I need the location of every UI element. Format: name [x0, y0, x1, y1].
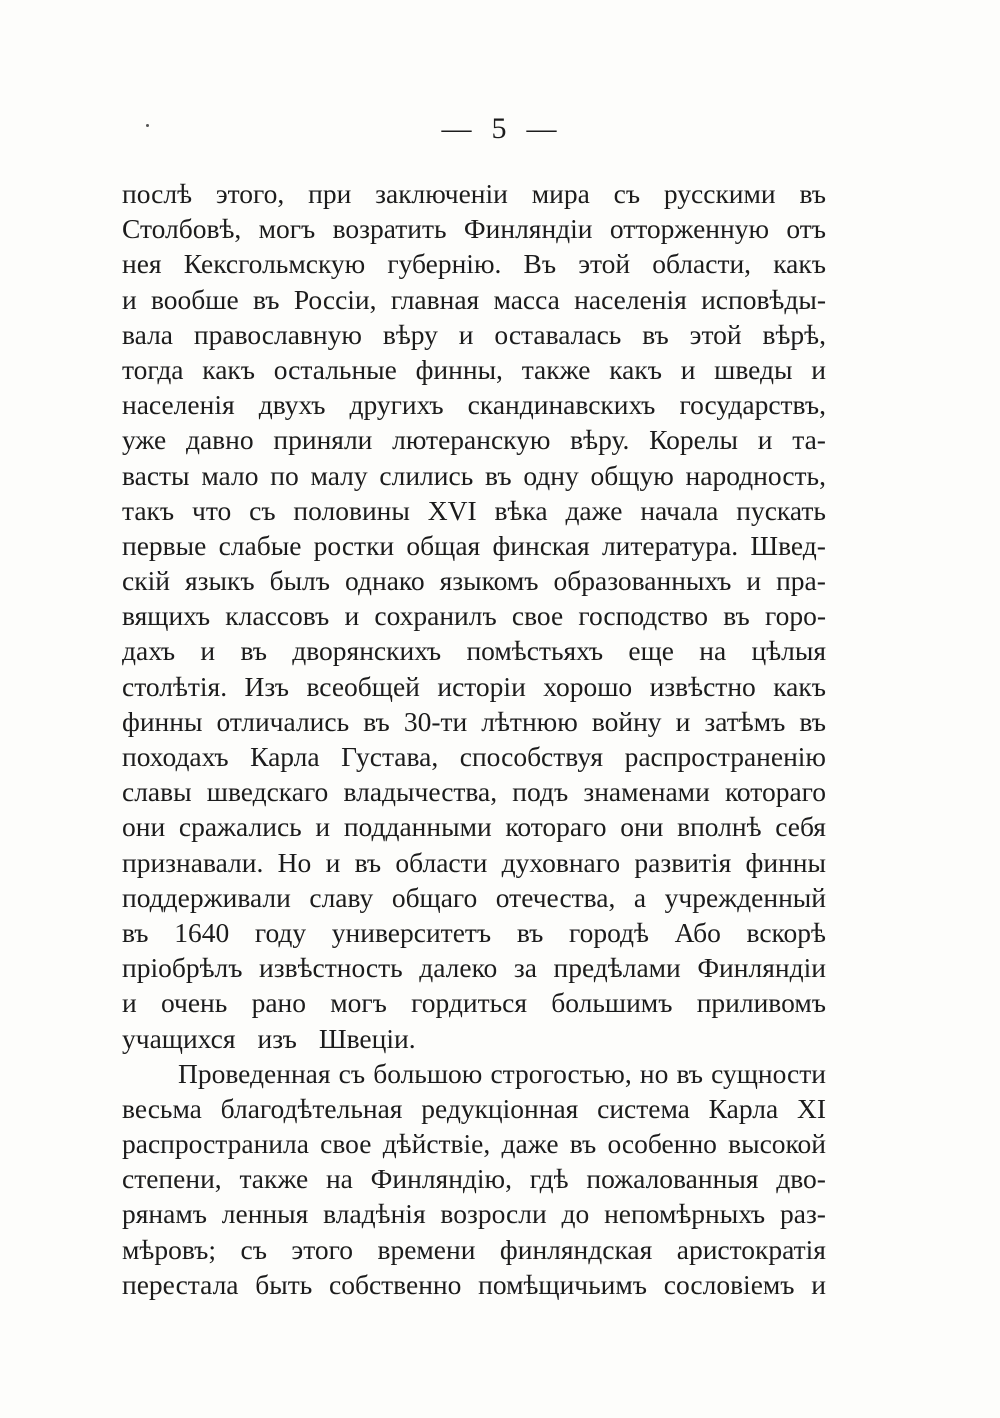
- word: финны: [122, 705, 203, 737]
- word: другихъ: [349, 389, 444, 421]
- word: Швед-: [750, 529, 826, 561]
- text-line: [122, 845, 826, 880]
- word: распространенію: [624, 741, 826, 772]
- word: исповѣды-: [701, 283, 826, 315]
- word: Або: [674, 916, 721, 948]
- word: за: [513, 952, 537, 984]
- word: и: [757, 424, 773, 456]
- word: изъ: [257, 1022, 297, 1054]
- text-line: [122, 1267, 826, 1302]
- word: общаго: [391, 881, 478, 913]
- word: помѣщичьимъ: [478, 1268, 648, 1300]
- word: губернію.: [387, 248, 502, 280]
- word: 30-ти: [403, 705, 468, 737]
- word: году: [254, 916, 307, 948]
- word: свое: [320, 1128, 372, 1160]
- text-line: [122, 1196, 826, 1231]
- word: но: [639, 1057, 669, 1089]
- word: скій: [122, 565, 170, 597]
- word: возросли: [440, 1198, 547, 1230]
- word: войну: [591, 705, 662, 737]
- word: Корелы: [649, 424, 738, 456]
- word: ленныя: [221, 1198, 309, 1230]
- word: Финляндіи: [697, 952, 826, 984]
- word: система: [597, 1092, 690, 1124]
- word: отечества,: [495, 881, 616, 913]
- word: лѣтнюю: [481, 705, 578, 737]
- word: Въ: [523, 248, 557, 280]
- word: подъ: [512, 776, 569, 808]
- word: могъ: [258, 213, 316, 245]
- word: однако: [345, 565, 425, 597]
- word: собственно: [329, 1268, 462, 1300]
- word: скандинавскихъ: [467, 389, 656, 421]
- word: всеобщей: [306, 670, 420, 702]
- word: дахъ: [122, 635, 176, 667]
- word: такъ: [122, 494, 175, 526]
- text-line: [122, 809, 826, 844]
- word: большою: [373, 1057, 483, 1089]
- word: въ: [799, 178, 826, 209]
- word: и: [811, 1268, 826, 1300]
- word: цѣлыя: [751, 635, 826, 667]
- word: и: [811, 353, 826, 385]
- word: уже: [122, 424, 167, 456]
- word: даже: [565, 494, 623, 526]
- word: мира: [531, 178, 590, 209]
- word: вящихъ: [122, 600, 211, 632]
- word: дворянскихъ: [292, 635, 442, 667]
- word: университетъ: [331, 916, 492, 948]
- word: финны: [745, 846, 826, 878]
- word: въ: [252, 283, 280, 315]
- word: рано: [251, 987, 306, 1019]
- header-dash-right: —: [526, 112, 559, 145]
- word: учащихся: [122, 1022, 236, 1054]
- word: сохранилъ: [374, 600, 497, 632]
- word: общая: [406, 529, 481, 561]
- word: свое: [511, 600, 564, 632]
- word: шведскаго: [206, 776, 329, 808]
- word: въ: [799, 705, 826, 737]
- word: развитія: [634, 846, 732, 878]
- page-number: 5: [491, 112, 509, 145]
- word: литература.: [601, 529, 739, 561]
- word: горо-: [764, 600, 826, 632]
- text-line: [122, 1232, 826, 1267]
- text-line: [122, 739, 826, 774]
- word: оставалась: [494, 318, 622, 350]
- text-line: [122, 528, 826, 563]
- word: славы: [122, 776, 192, 808]
- text-line: [122, 598, 826, 633]
- word: какъ: [773, 670, 826, 702]
- word: аристократія: [676, 1233, 826, 1265]
- word: особенно: [607, 1128, 717, 1160]
- word: на: [699, 635, 727, 667]
- word: сословіемъ: [663, 1268, 795, 1300]
- word: въ: [354, 846, 382, 878]
- word: строгостью,: [490, 1057, 632, 1089]
- word: себя: [775, 811, 826, 843]
- word: въ: [723, 600, 750, 632]
- word: учрежденный: [664, 881, 826, 913]
- word: Финляндіи: [463, 213, 593, 245]
- word: редукціонная: [421, 1092, 579, 1124]
- word: сражались: [178, 811, 302, 843]
- word: Проведенная: [178, 1057, 331, 1089]
- word: та-: [792, 424, 826, 456]
- word: общую: [590, 459, 674, 491]
- word: отъ: [786, 213, 826, 245]
- word: возратить: [332, 213, 447, 245]
- word: финская: [492, 529, 590, 561]
- word: и: [675, 705, 691, 737]
- word: какъ: [773, 248, 826, 280]
- word: котораго: [505, 811, 607, 843]
- word: заключеніи: [375, 178, 508, 209]
- word: рянамъ: [122, 1198, 207, 1230]
- word: котораго: [724, 776, 826, 808]
- text-line: [122, 282, 826, 317]
- word: а: [633, 881, 647, 913]
- word: поддерживали: [122, 881, 291, 913]
- word: въ: [516, 916, 544, 948]
- word: мѣровъ;: [122, 1233, 216, 1265]
- word: Густава,: [341, 741, 439, 772]
- text-line: [122, 774, 826, 809]
- word: финны,: [415, 353, 503, 385]
- page-header: [0, 112, 1000, 146]
- word: въ: [122, 916, 149, 948]
- word: и: [122, 987, 137, 1019]
- text-line: [122, 950, 826, 985]
- word: знаменами: [583, 776, 710, 808]
- word: Финляндію,: [370, 1163, 512, 1195]
- word: дѣйствіе,: [382, 1128, 491, 1160]
- word: приняли: [273, 424, 373, 456]
- word: и: [122, 283, 137, 315]
- word: Кексгольмскую: [183, 248, 366, 280]
- word: благодѣтельная: [220, 1092, 403, 1124]
- word: быть: [255, 1268, 313, 1300]
- word: шведы: [714, 353, 793, 385]
- word: непомѣрныхъ: [604, 1198, 766, 1230]
- word: Карла: [250, 741, 320, 772]
- word: и: [200, 635, 216, 667]
- text-line: [122, 387, 826, 422]
- word: также: [239, 1163, 309, 1195]
- text-line: [122, 633, 826, 668]
- word: Столбовѣ,: [122, 213, 242, 245]
- word: времени: [377, 1233, 476, 1265]
- text-line: [122, 422, 826, 457]
- word: этого,: [215, 178, 285, 209]
- word: малу: [310, 459, 368, 491]
- word: дво-: [776, 1163, 826, 1195]
- word: въ: [485, 459, 512, 491]
- word: также: [521, 353, 591, 385]
- word: двухъ: [258, 389, 326, 421]
- word: и: [325, 846, 341, 878]
- text-line: [122, 317, 826, 352]
- word: до: [561, 1198, 590, 1230]
- word: этой: [578, 248, 631, 280]
- word: по: [270, 459, 299, 491]
- word: области,: [652, 248, 752, 280]
- text-line: [122, 352, 826, 387]
- word: при: [308, 178, 352, 209]
- word: съ: [249, 494, 276, 526]
- word: слились: [379, 459, 474, 491]
- word: XI: [796, 1092, 826, 1124]
- word: пріобрѣлъ: [122, 952, 243, 984]
- word: въ: [240, 635, 267, 667]
- word: очень: [160, 987, 228, 1019]
- word: главная: [390, 283, 480, 315]
- word: что: [192, 494, 232, 526]
- word: гдѣ: [529, 1163, 569, 1195]
- word: хорошо: [543, 670, 633, 702]
- word: и: [746, 565, 762, 597]
- word: въ: [363, 705, 390, 737]
- word: способствуя: [459, 741, 604, 772]
- word: XVI: [427, 494, 477, 526]
- text-line: [122, 1056, 826, 1091]
- word: помѣстьяхъ: [466, 635, 604, 667]
- word: перестала: [122, 1268, 239, 1300]
- word: въ: [676, 1057, 703, 1089]
- word: затѣмъ: [704, 705, 786, 737]
- word: городѣ: [569, 916, 649, 948]
- text-line: [122, 880, 826, 915]
- word: вскорѣ: [746, 916, 826, 948]
- word: половины: [293, 494, 410, 526]
- word: далеко: [419, 952, 498, 984]
- word: и: [315, 811, 331, 843]
- word: финляндская: [499, 1233, 653, 1265]
- text-line: [122, 563, 826, 598]
- word: начала: [640, 494, 719, 526]
- word: пожалованныя: [586, 1163, 759, 1195]
- word: владычества,: [343, 776, 498, 808]
- word: масса: [493, 283, 560, 315]
- word: государствъ,: [679, 389, 826, 421]
- word: большимъ: [551, 987, 673, 1019]
- word: Но: [277, 846, 312, 878]
- word: пра-: [776, 565, 826, 597]
- word: слабые: [218, 529, 302, 561]
- word: русскими: [663, 178, 776, 209]
- word: народность,: [685, 459, 826, 491]
- word: вообше: [151, 283, 239, 315]
- word: одну: [523, 459, 579, 491]
- word: образованныхъ: [553, 565, 732, 597]
- word: столѣтія.: [122, 670, 228, 702]
- word: языкъ: [184, 565, 255, 597]
- word: походахъ: [122, 741, 229, 772]
- word: православную: [193, 318, 362, 350]
- word: давно: [185, 424, 254, 456]
- word: степени,: [122, 1163, 222, 1195]
- word: этого: [291, 1233, 353, 1265]
- word: отличались: [216, 705, 350, 737]
- text-line: [122, 246, 826, 281]
- word: сущности: [711, 1057, 826, 1089]
- text-line: [122, 1021, 826, 1056]
- word: населенія: [574, 283, 687, 315]
- word: вѣру: [382, 318, 438, 350]
- word: вѣру.: [570, 424, 630, 456]
- word: вполнѣ: [677, 811, 762, 843]
- word: вѣрѣ,: [762, 318, 826, 350]
- word: господство: [578, 600, 709, 632]
- word: вѣка: [494, 494, 548, 526]
- word: раз-: [779, 1198, 826, 1230]
- word: распространила: [122, 1128, 309, 1160]
- word: вала: [122, 318, 173, 350]
- word: нея: [122, 248, 162, 280]
- word: какъ: [609, 353, 662, 385]
- header-dash-left: —: [441, 112, 474, 145]
- word: и: [344, 600, 360, 632]
- word: васты: [122, 459, 190, 491]
- word: Карла: [708, 1092, 779, 1124]
- word: этой: [689, 318, 742, 350]
- word: они: [122, 811, 166, 843]
- word: лютеранскую: [392, 424, 551, 456]
- word: еще: [628, 635, 674, 667]
- word: Изъ: [244, 670, 290, 702]
- text-line: [122, 1126, 826, 1161]
- paragraph-1: [122, 176, 826, 1056]
- word: отторженную: [609, 213, 770, 245]
- word: съ: [613, 178, 641, 209]
- text-line: [122, 985, 826, 1020]
- word: мало: [201, 459, 259, 491]
- text-line: [122, 211, 826, 246]
- word: и: [680, 353, 696, 385]
- text-line: [122, 915, 826, 950]
- word: классовъ: [225, 600, 330, 632]
- word: славу: [309, 881, 374, 913]
- text-line: [122, 1091, 826, 1126]
- word: даже: [501, 1128, 559, 1160]
- word: какъ: [202, 353, 255, 385]
- word: былъ: [269, 565, 330, 597]
- word: они: [620, 811, 664, 843]
- word: съ: [240, 1233, 267, 1265]
- word: съ: [338, 1057, 366, 1089]
- word: тогда: [122, 353, 184, 385]
- word: предѣлами: [553, 952, 681, 984]
- word: языкомъ: [439, 565, 539, 597]
- word: извѣстно: [649, 670, 756, 702]
- word: гордиться: [411, 987, 528, 1019]
- word: пускать: [736, 494, 826, 526]
- word: Швеціи.: [318, 1022, 416, 1054]
- word: населенія: [122, 389, 235, 421]
- word: первые: [122, 529, 207, 561]
- word: въ: [569, 1128, 597, 1160]
- paragraph-2: [122, 1056, 826, 1302]
- word: послѣ: [122, 178, 193, 209]
- word: остальные: [273, 353, 397, 385]
- word: на: [325, 1163, 353, 1195]
- text-line: [122, 704, 826, 739]
- text-line: [122, 458, 826, 493]
- word: могъ: [330, 987, 387, 1019]
- word: духовнаго: [501, 846, 621, 878]
- word: извѣстность: [259, 952, 403, 984]
- word: высокой: [728, 1128, 826, 1160]
- word: области: [395, 846, 488, 878]
- word: Россіи,: [293, 283, 377, 315]
- word: исторіи: [437, 670, 526, 702]
- word: владѣнія: [323, 1198, 426, 1230]
- word: въ: [642, 318, 669, 350]
- word: приливомъ: [696, 987, 826, 1019]
- text-line: [122, 1161, 826, 1196]
- word: 1640: [174, 916, 230, 948]
- word: весьма: [122, 1092, 202, 1124]
- text-line: [122, 669, 826, 704]
- word: ростки: [313, 529, 395, 561]
- word: признавали.: [122, 846, 264, 878]
- text-line: [122, 176, 826, 211]
- body-text: [122, 176, 826, 1302]
- word: подданными: [343, 811, 492, 843]
- word: и: [458, 318, 474, 350]
- text-line: [122, 493, 826, 528]
